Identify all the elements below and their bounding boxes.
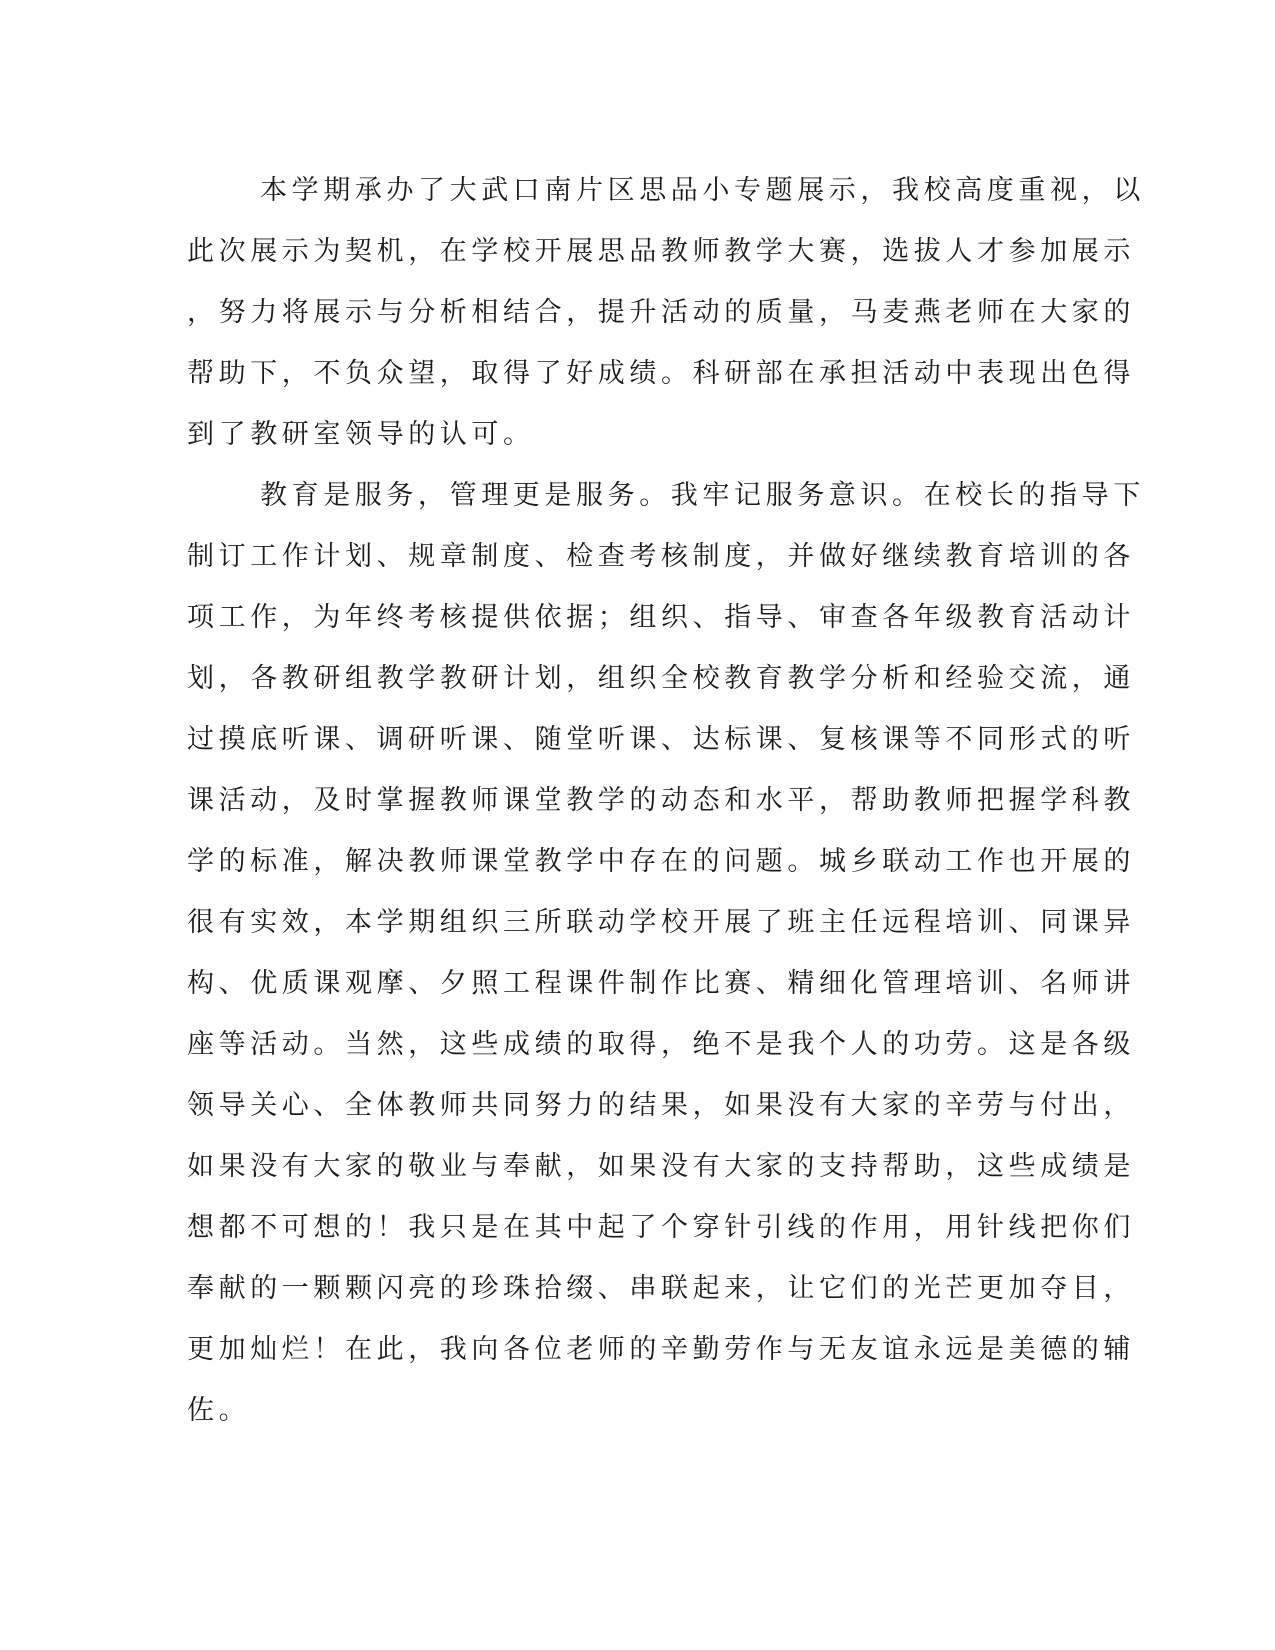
text-line: 学的标准，解决教师课堂教学中存在的问题。城乡联动工作也开展的: [187, 846, 1135, 877]
text-line: 奉献的一颗颗闪亮的珍珠拾缀、串联起来，让它们的光芒更加夺目，: [187, 1273, 1135, 1304]
text-line: 构、优质课观摩、夕照工程课件制作比赛、精细化管理培训、名师讲: [187, 968, 1135, 999]
text-line: 座等活动。当然，这些成绩的取得，绝不是我个人的功劳。这是各级: [187, 1029, 1135, 1060]
text-line: 领导关心、全体教师共同努力的结果，如果没有大家的辛劳与付出，: [187, 1090, 1135, 1121]
text-line: 划，各教研组教学教研计划，组织全校教育教学分析和经验交流，通: [187, 663, 1135, 694]
text-line: 很有实效，本学期组织三所联动学校开展了班主任远程培训、同课异: [187, 907, 1135, 938]
text-line: 制订工作计划、规章制度、检查考核制度，并做好继续教育培训的各: [187, 541, 1135, 572]
text-line: 本学期承办了大武口南片区思品小专题展示，我校高度重视，以: [260, 175, 1145, 206]
text-line: 如果没有大家的敬业与奉献，如果没有大家的支持帮助，这些成绩是: [187, 1151, 1135, 1182]
text-line: 佐。: [187, 1395, 251, 1426]
text-line: 帮助下，不负众望，取得了好成绩。科研部在承担活动中表现出色得: [187, 358, 1135, 389]
paragraph-2: [187, 465, 1145, 1441]
text-line: 教育是服务，管理更是服务。我牢记服务意识。在校长的指导下: [260, 480, 1145, 511]
text-line: 项工作，为年终考核提供依据；组织、指导、审查各年级教育活动计: [187, 602, 1135, 633]
text-line: 此次展示为契机，在学校开展思品教师教学大赛，选拔人才参加展示: [187, 236, 1135, 267]
text-line: 想都不可想的！我只是在其中起了个穿针引线的作用，用针线把你们: [187, 1212, 1135, 1243]
text-line: 到了教研室领导的认可。: [187, 419, 535, 450]
text-line: 更加灿烂！在此，我向各位老师的辛勤劳作与无友谊永远是美德的辅: [187, 1334, 1135, 1365]
text-line: ，努力将展示与分析相结合，提升活动的质量，马麦燕老师在大家的: [187, 297, 1135, 328]
paragraph-1: [187, 160, 1145, 465]
text-line: 课活动，及时掌握教师课堂教学的动态和水平，帮助教师把握学科教: [187, 785, 1135, 816]
text-line: 过摸底听课、调研听课、随堂听课、达标课、复核课等不同形式的听: [187, 724, 1135, 755]
document-body: [187, 160, 1145, 1441]
